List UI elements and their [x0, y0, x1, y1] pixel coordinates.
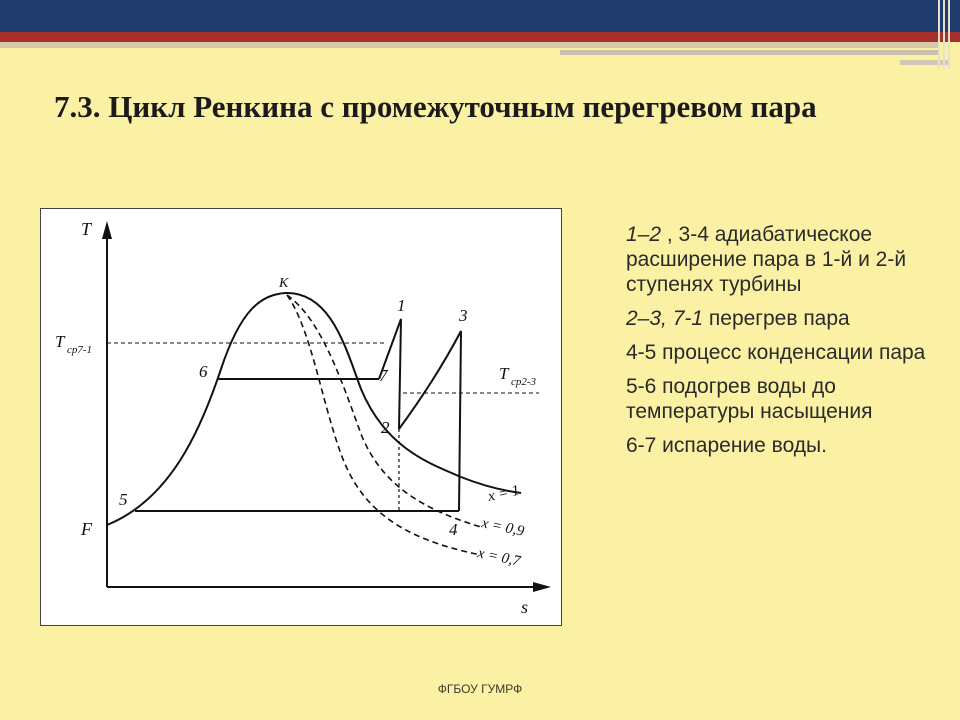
description-text: перегрев пара [703, 307, 850, 330]
curve-x09 [287, 295, 481, 527]
ts-diagram [40, 208, 562, 626]
slide-title: 7.3. Цикл Ренкина с промежуточным перегревом пара [54, 89, 817, 124]
description-list [626, 222, 926, 467]
curve-x09-label: x = 0,9 [480, 515, 526, 540]
origin-label: F [81, 519, 92, 539]
description-italic: 1–2 [626, 223, 662, 246]
description-text: 4-5 процесс конденсации пара [626, 341, 926, 364]
x-axis-arrow [533, 582, 551, 592]
y-axis-arrow [102, 221, 112, 239]
ts-diagram-svg [41, 209, 561, 625]
point-7-label: 7 [379, 366, 388, 385]
description-italic: 2–3, 7-1 [626, 307, 704, 330]
footer-label: ФГБОУ ГУМРФ [437, 682, 523, 696]
description-item [626, 340, 926, 365]
description-text: 5-6 подогрев воды до температуры насыщения [626, 375, 873, 423]
saturation-curve [107, 293, 461, 525]
axis-y-label: T [81, 219, 92, 239]
description-item [626, 374, 926, 424]
axis-x-label: s [521, 597, 529, 617]
reheat-3 [399, 331, 461, 511]
point-6-label: 6 [199, 362, 208, 381]
header-accent-bar [0, 32, 960, 42]
header-bar [0, 0, 960, 32]
tcp71-label: T [55, 332, 65, 351]
header-stripe [0, 42, 940, 48]
curve-x07-label: x = 0,7 [476, 545, 522, 570]
curve-x1-label: x = 1 [486, 482, 521, 505]
point-2-label: 2 [381, 418, 390, 437]
description-item [626, 222, 926, 297]
description-item [626, 306, 926, 331]
point-4-label: 4 [449, 520, 458, 539]
critical-point-label: К [279, 276, 289, 291]
point-5-label: 5 [119, 490, 128, 509]
description-text: , 3-4 адиабатическое расширение пара в 1-й и 2-й ступенях турбины [626, 223, 907, 296]
header-stripe [560, 50, 940, 55]
tcp23-label: T [499, 364, 509, 383]
tcp71-subscript: ср7-1 [67, 344, 93, 356]
description-text: 6-7 испарение воды. [626, 434, 827, 457]
point-3-label: 3 [459, 306, 468, 325]
tcp23-subscript: ср2-3 [511, 376, 537, 388]
header-decoration [938, 0, 952, 70]
description-item [626, 433, 926, 458]
point-1-label: 1 [397, 296, 406, 315]
